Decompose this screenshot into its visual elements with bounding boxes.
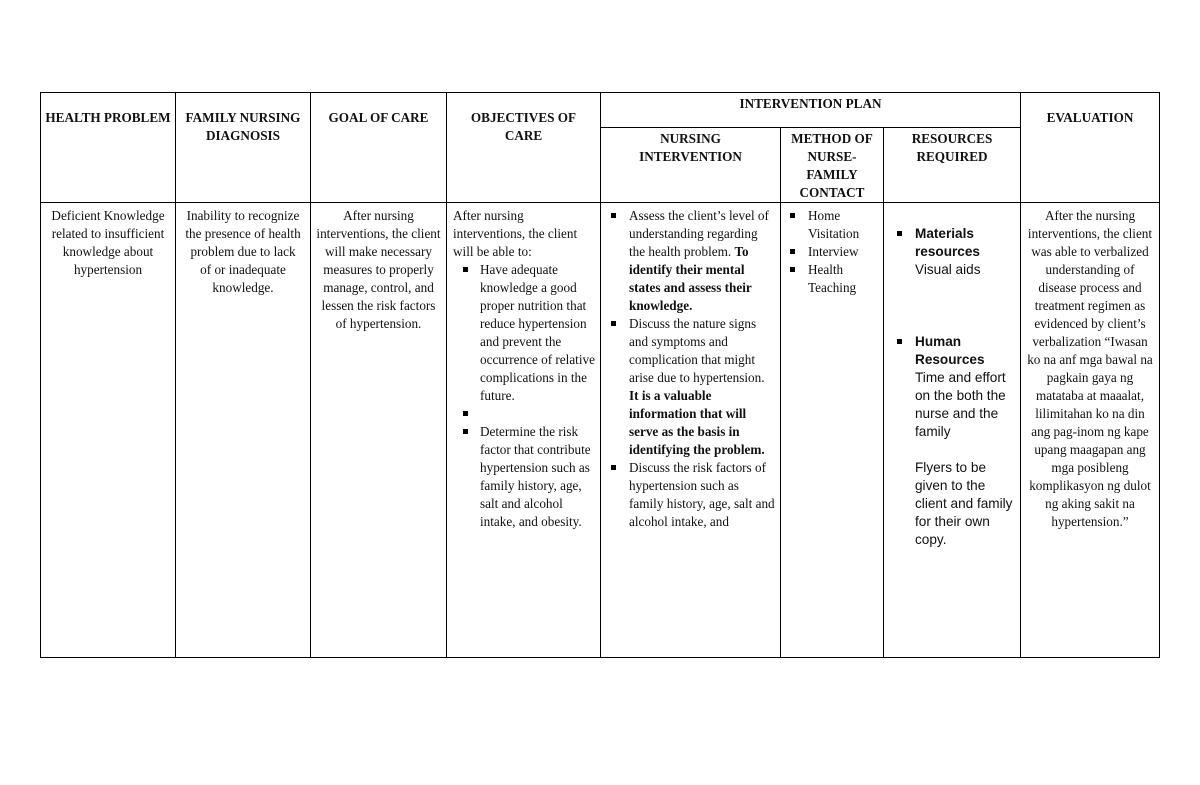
materials-text: Visual aids bbox=[915, 262, 981, 277]
intervention-rationale: To identify their mental states and assess their knowledge. bbox=[629, 244, 752, 313]
header-goal-of-care: GOAL OF CARE bbox=[311, 93, 447, 203]
header-intervention-plan: INTERVENTION PLAN bbox=[601, 93, 1021, 128]
cell-diagnosis bbox=[176, 203, 311, 658]
header-method-of-contact: METHOD OF NURSE-FAMILY CONTACT bbox=[781, 128, 884, 203]
intervention-text: Discuss the risk factors of hypertension such as family history, age, salt and alcohol intake, and bbox=[629, 460, 775, 529]
method-item: Health Teaching bbox=[784, 261, 879, 297]
cell-health-problem bbox=[41, 203, 176, 658]
intervention-text: Discuss the nature signs and symptoms and complication that might arise due to hypertension. bbox=[629, 316, 765, 385]
objectives-intro: After nursing interventions, the client will be able to: bbox=[453, 208, 578, 259]
header-resources-required: RESOURCES REQUIRED bbox=[884, 128, 1021, 203]
cell-nursing-intervention bbox=[601, 203, 781, 658]
header-objectives-of-care: OBJECTIVES OF CARE bbox=[447, 93, 601, 203]
method-item: Interview bbox=[784, 243, 879, 261]
health-problem-text: Deficient Knowledge related to insufficient knowledge about hypertension bbox=[51, 208, 165, 277]
bullet-square-icon bbox=[897, 231, 902, 236]
objective-item: Have adequate knowledge a good proper nutrition that reduce hypertension and prevent the occurrence of relative complications in the future. bbox=[453, 261, 596, 405]
intervention-item bbox=[605, 459, 776, 531]
human-text: Time and effort on the both the nurse and the family bbox=[915, 370, 1006, 439]
flyers-text: Flyers to be given to the client and family for their own copy. bbox=[915, 460, 1013, 547]
intervention-rationale: It is a valuable information that will serve as the basis in identifying the problem. bbox=[629, 388, 765, 457]
header-health-problem: HEALTH PROBLEM bbox=[41, 93, 176, 203]
list-spacer bbox=[453, 405, 596, 423]
human-title: Human Resources bbox=[915, 334, 985, 367]
method-list bbox=[784, 207, 879, 297]
header-nursing-intervention: NURSING INTERVENTION bbox=[601, 128, 781, 203]
cell-goal bbox=[311, 203, 447, 658]
family-nursing-care-plan-table bbox=[40, 92, 1160, 658]
resource-human bbox=[890, 333, 1016, 549]
header-evaluation: EVALUATION bbox=[1021, 93, 1160, 203]
materials-title: Materials resources bbox=[915, 226, 980, 259]
cell-resources bbox=[884, 203, 1021, 658]
intervention-item bbox=[605, 315, 776, 459]
evaluation-text: After the nursing interventions, the client was able to verbalized understanding of disease process and treatment regimen as evidenced by client’s verbalization “Iwasan ko na anf mga bawal na pagkain gaya ng matataba at maaalat, lilimitahan ko na din ang pag-inom ng kape upang maagapan ang mga posibleng komplikasyon ng dulot ng aking sakit na hypertension.” bbox=[1027, 208, 1153, 529]
intervention-text: Assess the client’s level of understanding regarding the health problem. bbox=[629, 208, 769, 259]
intervention-list bbox=[605, 207, 776, 531]
cell-evaluation bbox=[1021, 203, 1160, 658]
intervention-item bbox=[605, 207, 776, 315]
objective-item: Determine the risk factor that contribute hypertension such as family history, age, salt and alcohol intake, and obesity. bbox=[453, 423, 596, 531]
cell-method-of-contact bbox=[781, 203, 884, 658]
objectives-list bbox=[453, 261, 596, 531]
goal-text: After nursing interventions, the client will make necessary measures to properly manage, control, and lessen the risk factors of hypertension. bbox=[316, 208, 441, 331]
cell-objectives bbox=[447, 203, 601, 658]
method-item: Home Visitation bbox=[784, 207, 879, 243]
diagnosis-text: Inability to recognize the presence of health problem due to lack of or inadequate knowledge. bbox=[185, 208, 301, 295]
resource-materials bbox=[890, 225, 1016, 279]
bullet-square-icon bbox=[897, 339, 902, 344]
header-family-nursing-diagnosis: FAMILY NURSING DIAGNOSIS bbox=[176, 93, 311, 203]
